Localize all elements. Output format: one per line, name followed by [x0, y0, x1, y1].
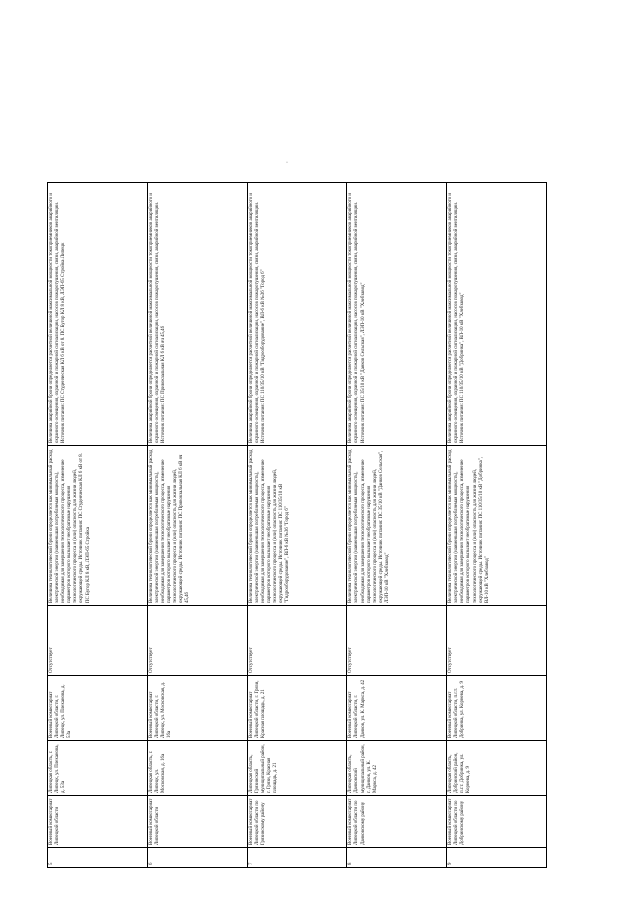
row-number: 5	[48, 848, 148, 868]
organization-address: Липецкая область, Данковский муниципальный район, г. Данков, ул. К. Маркса, д. 42	[347, 741, 447, 796]
emergency-reserve: Величина аварийной брони определяется расчетной величиной максимальной мощности токоприемников аварийного и охранного освещения, охранной и пожарной сигнализации, насосов пожаротушения, связи, аварийной вентиляции. Источник питания: ПС 35/10 кВ "Данков Сельская", ЛЭП-10 кВ "Хлебзавод"	[347, 183, 447, 446]
building-location: Военный комиссариат Липецкой области, г. Липецк, ул. Плеханова, д. 53а	[48, 676, 148, 741]
presence-status: Отсутствует	[447, 606, 547, 676]
technological-reserve: Величина технологической брони определяется как минимальный расход электрической энергии (наименьшая потребляемая мощность), необходимая для завершения технологического процесса, изменение параметров которого вызывает необратимые нарушения технологического процесса и (или) опасность для жизни людей, окружающей среды. Источник питания: ПС Студенческая КЛ 6 кВ от 8. ПС Бугор КЛ 8 кВ, ЛЭП-65 Стройка	[48, 446, 148, 606]
table-row	[447, 183, 547, 868]
page-mark: ·	[286, 160, 288, 166]
table-row	[147, 183, 247, 868]
building-location: Военный комиссариат Липецкой области, г. Грязи, Красная площадь, д. 21	[247, 676, 347, 741]
emergency-reserve: Величина аварийной брони определяется расчетной величиной максимальной мощности токоприемников аварийного и охранного освещения, охранной и пожарной сигнализации, насосов пожаротушения, связи, аварийной вентиляции. Источник питания: ПС 110/35/10 кВ "Гидрооборудование", ВЛ-6 кВ №36 "Город 6"	[247, 183, 347, 446]
emergency-reserve: Величина аварийной брони определяется расчетной величиной максимальной мощности токоприемников аварийного и охранного освещения, охранной и пожарной сигнализации, насосов пожаротушения, связи, аварийной вентиляции. Источник питания: ПС Студенческая КЛ 6 кВ от 8. ПС Бугор КЛ 8 кВ, ЛЭП-65 Стройка Липецк	[48, 183, 148, 446]
rotated-table-frame	[47, 183, 547, 868]
emergency-reserve: Величина аварийной брони определяется расчетной величиной максимальной мощности токоприемников аварийного и охранного освещения, охранной и пожарной сигнализации, насосов пожаротушения, связи, аварийной вентиляции. Источник питания: ПС Привокзальная КЛ 6 кВ яч 45,46	[147, 183, 247, 446]
organization-name: Военный комиссариат Липецкой области	[147, 796, 247, 848]
row-number: 8	[347, 848, 447, 868]
building-location: Военный комиссариат Липецкой области, г. Липецк, ул. Московская, д. 16а	[147, 676, 247, 741]
organization-address: Липецкая область, Грязинский муниципальный район, г. Грязи, Красная площадь, д. 21	[247, 741, 347, 796]
presence-status: Отсутствует	[247, 606, 347, 676]
technological-reserve: Величина технологической брони определяется как минимальный расход электрической энергии (наименьшая потребляемая мощность), необходимая для завершения технологического процесса, изменение параметров которого вызывает необратимые нарушения технологического процесса и (или) опасность для жизни людей, окружающей среды. Источник питания: ПС 35/10 кВ "Данков Сельская", ЛЭП-10 кВ "Хлебзавод"	[347, 446, 447, 606]
organization-address: Липецкая область, г. Липецк, ул. Плеханова, д. 53а	[48, 741, 148, 796]
table-row	[247, 183, 347, 868]
organization-name: Военный комиссариат Липецкой области по Данковскому району	[347, 796, 447, 848]
building-location: Военный комиссариат Липецкой области, г. Данков, ул. К. Маркса, д. 42	[347, 676, 447, 741]
organization-name: Военный комиссариат Липецкой области по Добринскому району	[447, 796, 547, 848]
organization-name: Военный комиссариат Липецкой области	[48, 796, 148, 848]
reserve-table	[47, 182, 547, 868]
emergency-reserve: Величина аварийной брони определяется расчетной величиной максимальной мощности токоприемников аварийного и охранного освещения, охранной и пожарной сигнализации, насосов пожаротушения, связи, аварийной вентиляции. Источник питания: ПС 110/35/10 кВ "Добринка", ВЛ-10 кВ "Хлебзавод"	[447, 183, 547, 446]
technological-reserve: Величина технологической брони определяется как минимальный расход электрической энергии (наименьшая потребляемая мощность), необходимая для завершения технологического процесса, изменение параметров которого вызывает необратимые нарушения технологического процесса и (или) опасность для жизни людей, окружающей среды. Источник питания: ПС 110/35/10 кВ "Добринка", ВЛ-10 кВ "Хлебзавод"	[447, 446, 547, 606]
presence-status: Отсутствует	[48, 606, 148, 676]
row-number: 9	[447, 848, 547, 868]
table-row	[48, 183, 148, 868]
row-number: 6	[147, 848, 247, 868]
technological-reserve: Величина технологической брони определяется как минимальный расход электрической энергии (наименьшая потребляемая мощность), необходимая для завершения технологического процесса, изменение параметров которого вызывает необратимые нарушения технологического процесса и (или) опасность для жизни людей, окружающей среды. Источник питания: ПС Привокзальная КЛ 6 кВ яч 45,46	[147, 446, 247, 606]
building-location: Военный комиссариат Липецкой области, п.г.т. Добринка, ул. Корнева, д. 9	[447, 676, 547, 741]
technological-reserve: Величина технологической брони определяется как минимальный расход электрической энергии (наименьшая потребляемая мощность), необходимая для завершения технологического процесса, изменение параметров которого вызывает необратимые нарушения технологического процесса и (или) опасность для жизни людей, окружающей среды. Источник питания: ПС 110/35/10 кВ "Гидрооборудование", ВЛ-6 кВ №36 "Город 6"	[247, 446, 347, 606]
organization-address: Липецкая область, Добринский район, п.г.т. Добринка, ул. Корнева, д. 9	[447, 741, 547, 796]
table-row	[347, 183, 447, 868]
organization-name: Военный комиссариат Липецкой области по Грязинскому району	[247, 796, 347, 848]
presence-status: Отсутствует	[347, 606, 447, 676]
rotated-table-container	[47, 183, 547, 868]
presence-status: Отсутствует	[147, 606, 247, 676]
row-number: 7	[247, 848, 347, 868]
organization-address: Липецкая область, г. Липецк, ул. Московская, д. 16а	[147, 741, 247, 796]
